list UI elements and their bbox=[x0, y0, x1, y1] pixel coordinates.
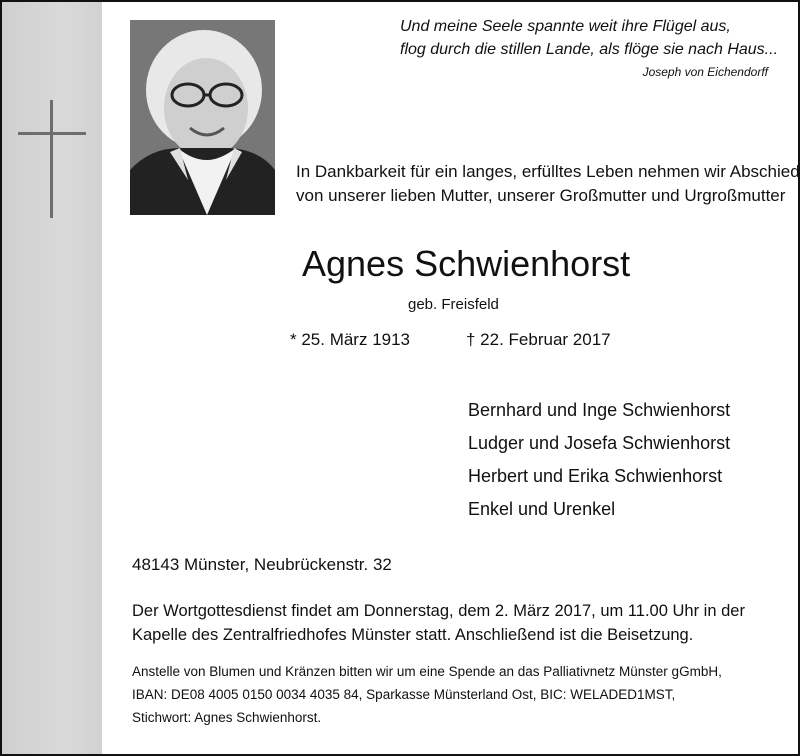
intro-line-2: von unserer lieben Mutter, unserer Großmutter und Urgroßmutter bbox=[296, 186, 786, 205]
deceased-name: Agnes Schwienhorst bbox=[302, 243, 631, 284]
service-line-2: Kapelle des Zentralfriedhofes Münster statt. Anschließend ist die Beisetzung. bbox=[132, 626, 694, 644]
donation-line-2: IBAN: DE08 4005 0150 0034 4035 84, Sparkasse Münsterland Ost, BIC: WELADED1MST, bbox=[132, 687, 676, 702]
poem-author: Joseph von Eichendorff bbox=[642, 65, 768, 79]
family-line-1: Bernhard und Inge Schwienhorst bbox=[468, 400, 731, 420]
grey-sidebar bbox=[2, 2, 102, 754]
portrait-photo bbox=[130, 20, 275, 215]
poem-line-1: Und meine Seele spannte weit ihre Flügel aus, bbox=[400, 18, 731, 35]
cross-icon bbox=[50, 100, 53, 218]
birth-date: * 25. März 1913 bbox=[290, 330, 411, 349]
intro-line-1: In Dankbarkeit für ein langes, erfülltes Leben nehmen wir Abschied bbox=[296, 162, 800, 181]
maiden-name: geb. Freisfeld bbox=[408, 296, 499, 313]
family-line-2: Ludger und Josefa Schwienhorst bbox=[468, 433, 731, 453]
service-line-1: Der Wortgottesdienst findet am Donnerstag, dem 2. März 2017, um 11.00 Uhr in der bbox=[132, 602, 745, 620]
address: 48143 Münster, Neubrückenstr. 32 bbox=[132, 555, 392, 574]
family-line-4: Enkel und Urenkel bbox=[468, 499, 616, 519]
donation-line-3: Stichwort: Agnes Schwienhorst. bbox=[132, 710, 322, 725]
poem-line-2: flog durch die stillen Lande, als flöge sie nach Haus... bbox=[400, 41, 779, 58]
cross-icon-bar bbox=[18, 132, 86, 135]
donation-line-1: Anstelle von Blumen und Kränzen bitten wir um eine Spende an das Palliativnetz Münster gGmbH, bbox=[132, 664, 722, 679]
death-date: † 22. Februar 2017 bbox=[466, 330, 611, 349]
family-line-3: Herbert und Erika Schwienhorst bbox=[468, 466, 723, 486]
